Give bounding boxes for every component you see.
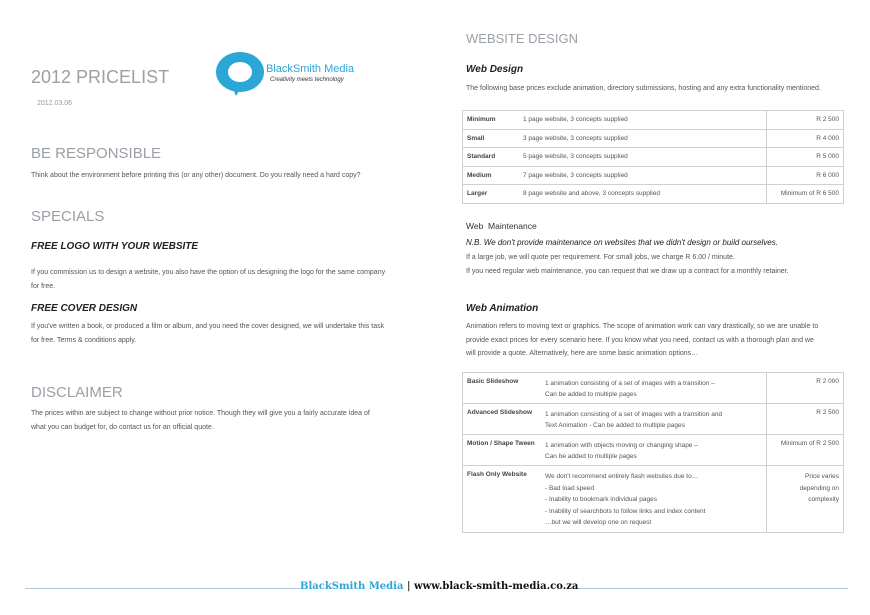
footer-brand: BlackSmith Media	[300, 581, 404, 592]
row-price-line: depending on	[799, 484, 839, 492]
row-description-line: We don't recommend entirely flash websites due to…	[545, 473, 699, 480]
row-description-line: 1 animation consisting of a set of images with a transition –	[545, 380, 715, 387]
web-animation-heading: Web Animation	[466, 303, 539, 314]
animation-intro-3: will provide a quote. Alternatively, here are some basic animation options…	[466, 350, 699, 357]
be-responsible-text: Think about the environment before printing this (or any other) document. Do you really need a hard copy?	[31, 172, 361, 179]
row-label: Advanced Slideshow	[463, 404, 542, 435]
row-price-line: Price varies	[805, 473, 839, 480]
row-description-line: 1 animation consisting of a set of images with a transition and	[545, 411, 723, 418]
logo-mark-icon	[214, 48, 266, 98]
row-description	[541, 404, 767, 435]
row-price: R 2 500	[767, 111, 844, 130]
footer-rule-left	[25, 588, 300, 589]
page-title: 2012 PRICELIST	[31, 67, 170, 87]
free-cover-text-2: for free. Terms & conditions apply.	[31, 337, 137, 344]
footer-rule-right	[573, 588, 848, 589]
table-row	[463, 435, 844, 466]
table-row	[463, 129, 844, 148]
row-price: R 4 000	[767, 129, 844, 148]
animation-intro-2: provide exact prices for every scenario here. If you know what you need, contact us with a thorough plan and we	[466, 337, 814, 344]
row-description: 7 page website, 3 concepts supplied	[519, 166, 767, 185]
row-price: R 2 000	[767, 373, 844, 404]
row-description	[541, 435, 767, 466]
row-description	[541, 373, 767, 404]
footer-separator: |	[403, 581, 415, 592]
free-logo-heading: FREE LOGO WITH YOUR WEBSITE	[31, 241, 199, 252]
row-label: Small	[463, 129, 520, 148]
company-logo	[214, 48, 374, 98]
website-design-heading: WEBSITE DESIGN	[466, 31, 578, 46]
row-price: Minimum of R 2 500	[767, 435, 844, 466]
row-description-line: …but we will develop one on request	[545, 519, 652, 526]
document-date: 2012.03.06	[37, 100, 73, 107]
web-maintenance-heading: Web Maintenance	[466, 221, 537, 231]
free-cover-text-1: If you've written a book, or produced a film or album, and you need the cover designed, we will undertake this task	[31, 323, 385, 330]
row-price: R 6 000	[767, 166, 844, 185]
row-description-line: Text Animation - Can be added to multiple pages	[545, 422, 685, 429]
specials-heading: SPECIALS	[31, 208, 105, 225]
logo-name: BlackSmith Media	[266, 63, 355, 75]
row-label: Basic Slideshow	[463, 373, 542, 404]
table-row	[463, 373, 844, 404]
footer	[300, 581, 579, 592]
table-row	[463, 466, 844, 533]
row-description: 5 page website, 3 concepts supplied	[519, 148, 767, 167]
row-label: Motion / Shape Tween	[463, 435, 542, 466]
row-price: Minimum of R 6 500	[767, 185, 844, 204]
animation-intro-1: Animation refers to moving text or graphics. The scope of animation work can vary drastically, so we are unable to	[466, 323, 819, 330]
web-design-price-table	[462, 110, 844, 204]
row-price: R 5 000	[767, 148, 844, 167]
disclaimer-text-1: The prices within are subject to change without prior notice. Though they will give you a fairly accurate idea of	[31, 410, 370, 417]
logo-tagline: Creativity meets technology	[270, 77, 344, 83]
table-row	[463, 111, 844, 130]
web-animation-price-table	[462, 372, 844, 533]
row-description-line: - Inability to bookmark individual pages	[545, 496, 658, 503]
row-label: Larger	[463, 185, 520, 204]
row-description-line: - Inability of searchbots to follow links and index content	[545, 507, 706, 515]
be-responsible-heading: BE RESPONSIBLE	[31, 145, 162, 162]
table-row	[463, 404, 844, 435]
maintenance-note: N.B. We don't provide maintenance on websites that we didn't design or build ourselves.	[466, 238, 778, 247]
table-row	[463, 185, 844, 204]
row-description: 3 page website, 3 concepts supplied	[519, 129, 767, 148]
row-label: Minimum	[463, 111, 520, 130]
maintenance-line-1: If a large job, we will quote per requirement. For small jobs, we charge R 6.00 / minute.	[466, 254, 735, 261]
row-label: Standard	[463, 148, 520, 167]
row-description-line: Can be added to multiple pages	[545, 453, 637, 460]
row-description-line: Can be added to multiple pages	[545, 391, 637, 398]
web-design-intro: The following base prices exclude animation, directory submissions, hosting and any extra functionality mentioned.	[466, 85, 821, 92]
row-label: Medium	[463, 166, 520, 185]
row-description	[541, 466, 767, 533]
table-row	[463, 166, 844, 185]
web-design-heading: Web Design	[466, 64, 524, 75]
row-description-line: 1 animation with objects moving or changing shape –	[545, 442, 698, 449]
disclaimer-text-2: what you can budget for, do contact us for an official quote.	[31, 424, 214, 431]
footer-url[interactable]: www.black-smith-media.co.za	[414, 581, 579, 592]
row-price-line: complexity	[808, 496, 839, 503]
disclaimer-heading: DISCLAIMER	[31, 384, 123, 401]
free-logo-text-1: If you commission us to design a website, you also have the option of us designing the logo for the same company	[31, 269, 386, 276]
row-price	[767, 466, 844, 533]
row-description-line: - Bad load speed	[545, 484, 595, 492]
free-cover-heading: FREE COVER DESIGN	[31, 303, 138, 314]
row-price: R 2 500	[767, 404, 844, 435]
table-row	[463, 148, 844, 167]
free-logo-text-2: for free.	[31, 283, 56, 290]
row-description: 1 page website, 3 concepts supplied	[519, 111, 767, 130]
maintenance-line-2: If you need regular web maintenance, you can request that we draw up a contract for a monthly retainer.	[466, 268, 789, 275]
row-description: 8 page website and above, 3 concepts supplied	[519, 185, 767, 204]
row-label: Flash Only Website	[463, 466, 542, 533]
